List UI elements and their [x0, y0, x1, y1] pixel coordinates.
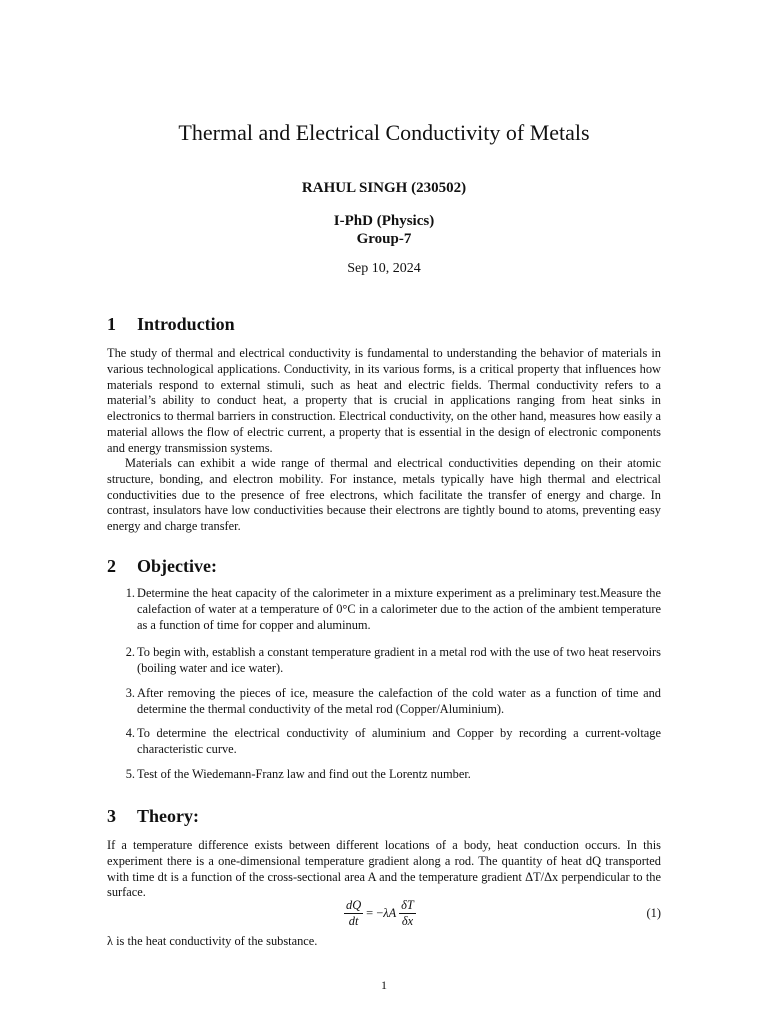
intro-paragraph-2: Materials can exhibit a wide range of thermal and electrical conductivities depending on their atomic structure, bonding, and electron mobility. For instance, metals typically have high thermal and electrical conductivities due to the presence of free electrons, which facilitate the transfer of energy and charge. In contrast, insulators have low conductivities because their electrons are tightly bound to atoms, preventing easy energy and charge transfer. [107, 456, 661, 534]
fraction-dt-dx [399, 898, 416, 929]
author-name: RAHUL SINGH (230502) [301, 180, 467, 196]
intro-paragraph-1: The study of thermal and electrical conductivity is fundamental to understanding the behavior of materials in various technological applications. Conductivity, in its various forms, is a critical property that influences how materials respond to external stimuli, such as heat and electric fields. Thermal conductivity refers to a material’s ability to conduct heat, a property that is crucial in applications ranging from heat sinks in electronics to thermal barriers in construction. Electrical conductivity, on the other hand, measures how easily a material allows the flow of electric current, a property that is essential in the design of electronic components and energy transmission systems. [107, 346, 661, 455]
list-item [107, 586, 661, 633]
paper-title: Thermal and Electrical Conductivity of Metals [178, 120, 590, 145]
paper-date: Sep 10, 2024 [347, 261, 421, 276]
list-item-number: 1. [125, 586, 135, 600]
list-item-number: 5. [125, 767, 135, 781]
equation-label: (1) [646, 906, 661, 920]
section-title: Objective: [137, 556, 217, 576]
affiliation-program: I-PhD (Physics) [333, 213, 435, 229]
list-item [107, 767, 661, 783]
section-heading-objective [107, 554, 217, 578]
fraction-denominator: δx [401, 914, 414, 928]
section-heading-theory [107, 804, 199, 828]
list-item-number: 4. [125, 726, 135, 740]
list-item-text: Test of the Wiedemann-Franz law and find out the Lorentz number. [137, 767, 471, 781]
fraction-dq-dt [344, 898, 363, 929]
equation-body [344, 898, 416, 929]
list-item [107, 726, 661, 758]
list-item-text: After removing the pieces of ice, measure the calefaction of the cold water as a function of time and determine the thermal conductivity of the metal rod (Copper/Aluminium). [137, 686, 661, 716]
page-number: 1 [381, 978, 387, 992]
section-title: Theory: [137, 806, 199, 826]
section-title: Introduction [137, 314, 235, 334]
theory-paragraph-1: If a temperature difference exists between different locations of a body, heat conduction occurs. In this experiment there is a one-dimensional temperature gradient along a rod. The quantity of heat dQ transported with time dt is a function of the cross-sectional area A and the temperature gradient ΔT/Δx perpendicular to the surface. [107, 838, 661, 900]
affiliation-group: Group-7 [356, 231, 412, 247]
list-item-number: 3. [125, 686, 135, 700]
fraction-numerator: δT [401, 898, 414, 912]
fraction-denominator: dt [348, 914, 359, 928]
theory-after-equation: λ is the heat conductivity of the substance. [107, 934, 318, 948]
list-item-number: 2. [125, 645, 135, 659]
equation-variables: λA [383, 906, 397, 920]
fraction-numerator: dQ [346, 898, 362, 912]
list-item-text: To determine the electrical conductivity of aluminium and Copper by recording a current-voltage characteristic curve. [137, 726, 661, 756]
equals-sign: = − [366, 906, 384, 920]
section-number: 3 [107, 806, 116, 826]
section-number: 2 [107, 556, 116, 576]
list-item [107, 645, 661, 677]
equation-1 [107, 896, 661, 934]
affiliation [107, 212, 661, 248]
list-item [107, 686, 661, 718]
section-heading-introduction [107, 312, 235, 336]
list-item-text: Determine the heat capacity of the calorimeter in a mixture experiment as a preliminary test.Measure the calefaction of water at a temperature of 0°C in a calorimeter due to the action of the ambient temperature as a function of time for copper and aluminum. [137, 586, 661, 632]
equation-middle [366, 906, 396, 921]
section-number: 1 [107, 314, 116, 334]
list-item-text: To begin with, establish a constant temperature gradient in a metal rod with the use of two heat reservoirs (boiling water and ice water). [137, 645, 661, 675]
